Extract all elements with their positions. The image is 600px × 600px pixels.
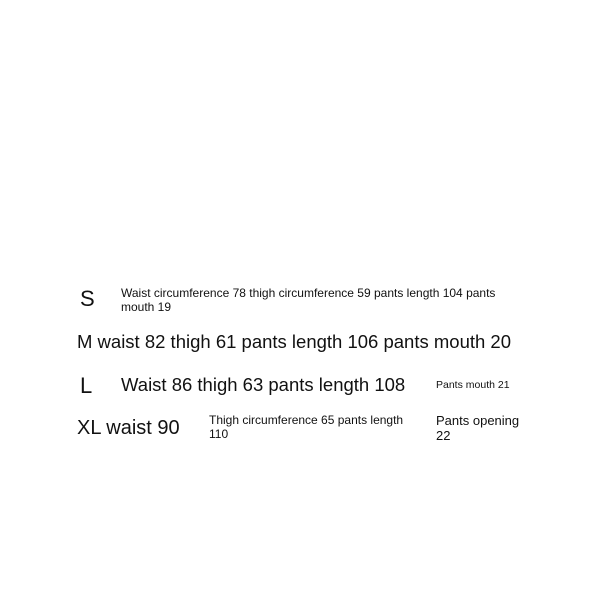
size-l-measurements: Waist 86 thigh 63 pants length 108 xyxy=(121,374,406,395)
size-xl-waist: XL waist 90 xyxy=(77,417,180,439)
size-l-label: L xyxy=(80,373,93,398)
size-s-label: S xyxy=(80,286,95,311)
size-l-pants-mouth: Pants mouth 21 xyxy=(436,379,510,391)
size-m-measurements: M waist 82 thigh 61 pants length 106 pants mouth 20 xyxy=(77,331,512,352)
size-s-measurements: Waist circumference 78 thigh circumference 59 pants length 104 pants mouth 19 xyxy=(121,286,496,314)
size-xl-pants-opening: Pants opening 22 xyxy=(436,413,520,443)
size-xl-thigh-length: Thigh circumference 65 pants length 110 xyxy=(209,413,404,441)
